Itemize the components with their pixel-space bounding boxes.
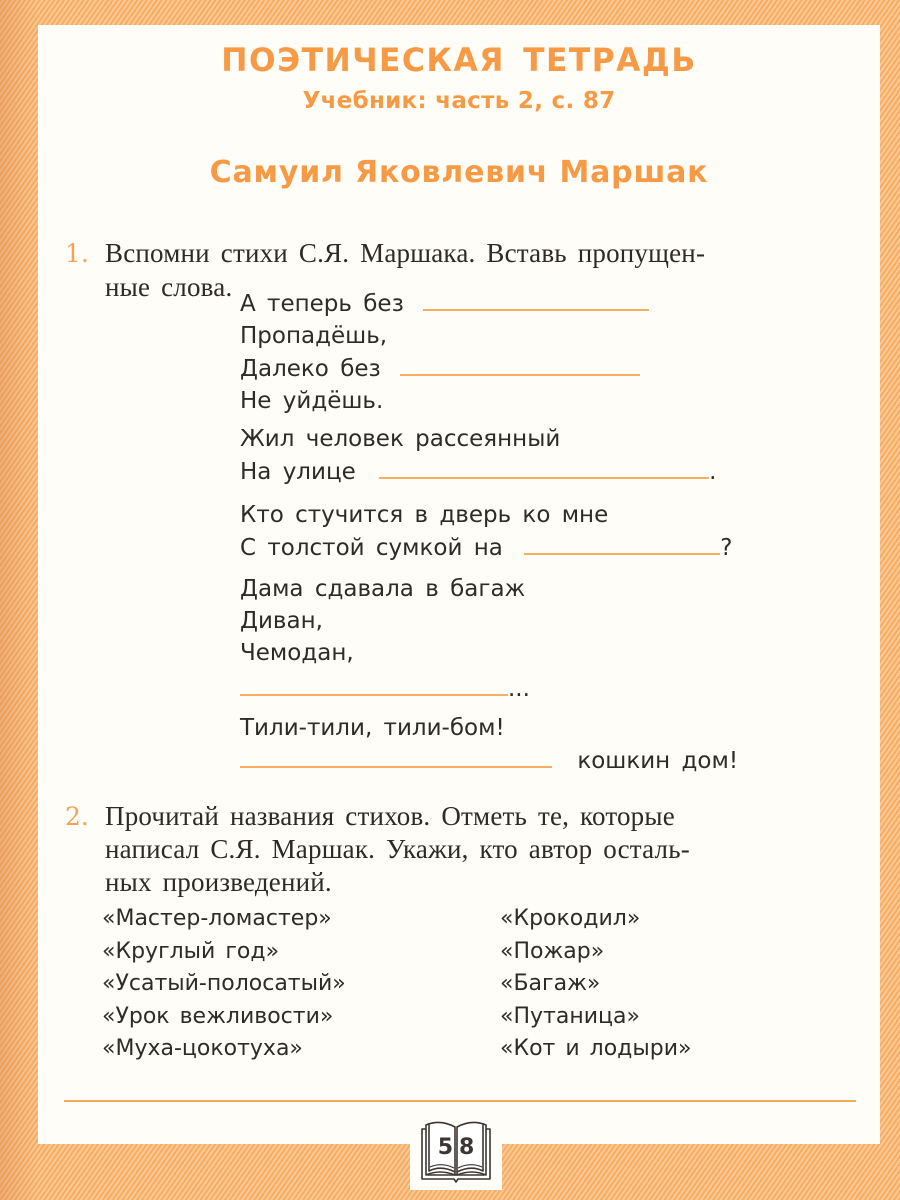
poem-line: С толстой сумкой на ? [240, 531, 732, 564]
workbook-page [38, 25, 880, 1144]
poem-line: ... [240, 672, 530, 705]
answer-blank[interactable] [379, 455, 709, 479]
poem-line: Кто стучится в дверь ко мне [240, 502, 609, 528]
poem-title-item[interactable]: «Пожар» [500, 938, 605, 964]
poem-stanza [240, 423, 716, 488]
section-title: ПОЭТИЧЕСКАЯ ТЕТРАДЬ [221, 41, 697, 79]
open-book-icon [418, 1117, 494, 1187]
poem-titles-left-column [102, 903, 346, 1066]
poem-line: Жил человек рассеянный [240, 426, 561, 452]
page-number: 58 [437, 1135, 481, 1160]
poem-line: На улице . [240, 455, 716, 488]
poem-stanza [240, 287, 649, 417]
poem-title-item[interactable]: «Путаница» [500, 1003, 640, 1029]
poem-stanza [240, 573, 530, 705]
answer-blank[interactable] [524, 531, 720, 555]
poem-line: Не уйдёшь. [240, 388, 384, 414]
answer-blank[interactable] [240, 744, 552, 768]
poem-line: Далеко без [240, 352, 649, 385]
exercise-instruction-line: Прочитай названия стихов. Отметь те, которые [105, 801, 675, 831]
exercise-instruction-line: ных произведений. [105, 867, 332, 897]
poem-title-item[interactable]: «Багаж» [500, 971, 601, 996]
poem-line: А теперь без [240, 287, 649, 320]
binding-shadow [0, 0, 38, 1200]
poem-title-item[interactable]: «Мастер-ломастер» [102, 906, 332, 931]
bottom-divider [64, 1100, 856, 1102]
poem-title-item[interactable]: «Муха-цокотуха» [102, 1036, 303, 1061]
poem-title-item[interactable]: «Круглый год» [102, 938, 280, 964]
author-heading: Самуил Яковлевич Маршак [209, 155, 709, 190]
exercise-instruction-line: ные слова. [105, 272, 233, 302]
exercise-number: 1. [65, 239, 89, 268]
poem-title-item[interactable]: «Крокодил» [500, 906, 641, 931]
answer-blank[interactable] [423, 287, 649, 311]
poem-line: Чемодан, [240, 640, 354, 666]
answer-blank[interactable] [240, 672, 508, 696]
poem-line: Дама сдавала в багаж [240, 576, 526, 602]
poem-stanza [240, 712, 738, 777]
poem-title-item[interactable]: «Кот и лодыри» [500, 1036, 692, 1061]
answer-blank[interactable] [400, 352, 640, 376]
poem-line: Тили-тили, тили-бом! [240, 715, 505, 741]
page-number-tab [410, 1113, 502, 1190]
poem-line: Диван, [240, 608, 323, 634]
exercise-instruction-line: Вспомни стихи С.Я. Маршака. Вставь пропущен- [105, 238, 706, 268]
poem-line: кошкин дом! [240, 744, 738, 777]
poem-title-item[interactable]: «Усатый-полосатый» [102, 971, 346, 996]
poem-title-item[interactable]: «Урок вежливости» [102, 1003, 334, 1029]
poem-titles-right-column [500, 903, 691, 1066]
exercise-number: 2. [65, 802, 89, 831]
poem-stanza [240, 499, 732, 564]
exercise-instruction-line: написал С.Я. Маршак. Укажи, кто автор осталь- [105, 834, 690, 864]
poem-line: Пропадёшь, [240, 323, 388, 349]
textbook-reference: Учебник: часть 2, с. 87 [302, 88, 616, 114]
